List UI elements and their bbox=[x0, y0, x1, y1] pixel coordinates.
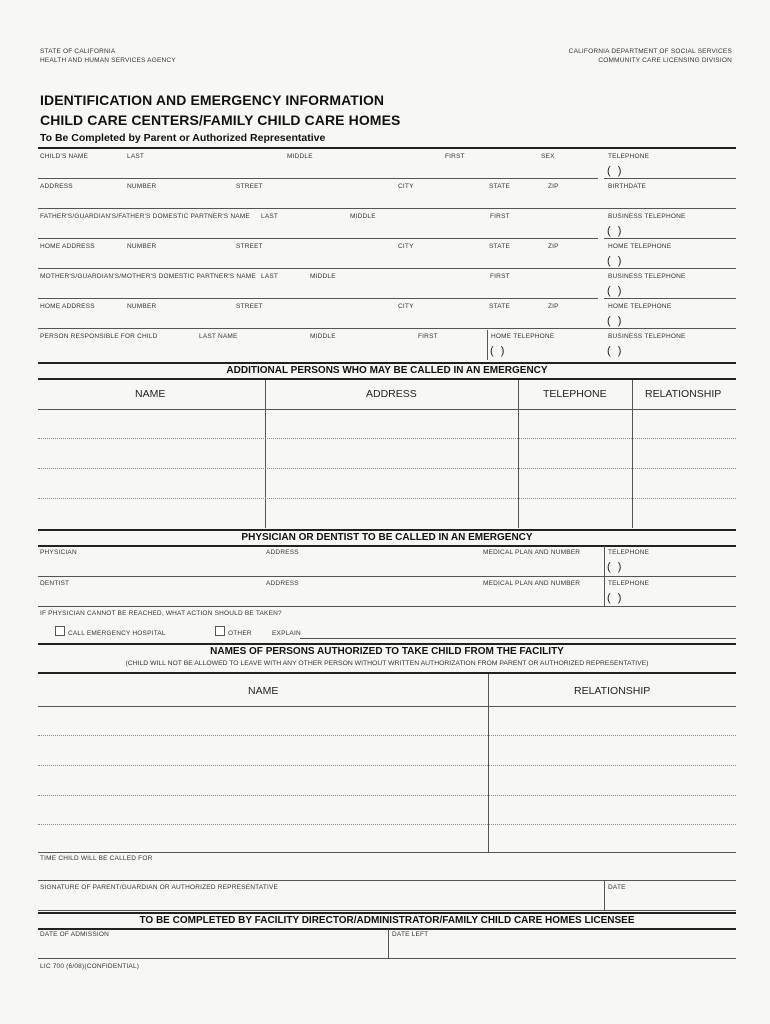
emergency-col-relationship: RELATIONSHIP bbox=[645, 388, 722, 400]
father-home-telephone-label: HOME TELEPHONE bbox=[608, 243, 672, 250]
child-address-label: ADDRESS bbox=[40, 183, 73, 190]
physician-address-label: ADDRESS bbox=[266, 549, 299, 556]
responsible-person-label: PERSON RESPONSIBLE FOR CHILD bbox=[40, 333, 158, 340]
form-subtitle: To Be Completed by Parent or Authorized Representative bbox=[40, 132, 326, 144]
mother-first-label: FIRST bbox=[490, 273, 510, 280]
responsible-business-telephone-field[interactable]: ( ) bbox=[607, 345, 624, 357]
director-heading: TO BE COMPLETED BY FACILITY DIRECTOR/ADMINISTRATOR/FAMILY CHILD CARE HOMES LICENSEE bbox=[139, 915, 635, 926]
section-rule bbox=[38, 147, 736, 149]
responsible-middle-label: MIDDLE bbox=[310, 333, 336, 340]
state-label: STATE OF CALIFORNIA bbox=[40, 48, 116, 55]
child-birthdate-label: BIRTHDATE bbox=[608, 183, 647, 190]
mother-street-label: STREET bbox=[236, 303, 263, 310]
authorized-row[interactable] bbox=[38, 824, 736, 825]
emergency-row[interactable] bbox=[38, 438, 736, 439]
mother-home-address-label: HOME ADDRESS bbox=[40, 303, 95, 310]
responsible-home-telephone-label: HOME TELEPHONE bbox=[491, 333, 555, 340]
father-zip-label: ZIP bbox=[548, 243, 559, 250]
time-called-label: TIME CHILD WILL BE CALLED FOR bbox=[40, 855, 153, 862]
mother-middle-label: MIDDLE bbox=[310, 273, 336, 280]
emergency-col-telephone: TELEPHONE bbox=[543, 388, 607, 400]
mother-zip-label: ZIP bbox=[548, 303, 559, 310]
father-home-telephone-field[interactable]: ( ) bbox=[607, 255, 624, 267]
mother-city-label: CITY bbox=[398, 303, 414, 310]
child-telephone-label: TELEPHONE bbox=[608, 153, 650, 160]
dentist-telephone-label: TELEPHONE bbox=[608, 580, 650, 587]
emergency-row[interactable] bbox=[38, 468, 736, 469]
responsible-first-label: FIRST bbox=[418, 333, 438, 340]
agency-label: HEALTH AND HUMAN SERVICES AGENCY bbox=[40, 57, 176, 64]
other-checkbox[interactable] bbox=[215, 626, 225, 636]
father-middle-label: MIDDLE bbox=[350, 213, 376, 220]
child-last-label: LAST bbox=[127, 153, 145, 160]
physician-telephone-label: TELEPHONE bbox=[608, 549, 650, 556]
child-zip-label: ZIP bbox=[548, 183, 559, 190]
call-hospital-checkbox[interactable] bbox=[55, 626, 65, 636]
form-title-line2: CHILD CARE CENTERS/FAMILY CHILD CARE HOMES bbox=[40, 112, 401, 128]
dentist-medical-plan-label: MEDICAL PLAN AND NUMBER bbox=[483, 580, 581, 587]
mother-last-label: LAST bbox=[261, 273, 279, 280]
date-admission-label: DATE OF ADMISSION bbox=[40, 931, 110, 938]
father-state-label: STATE bbox=[489, 243, 510, 250]
physician-medical-plan-label: MEDICAL PLAN AND NUMBER bbox=[483, 549, 581, 556]
explain-field[interactable] bbox=[300, 638, 736, 639]
mother-number-label: NUMBER bbox=[127, 303, 157, 310]
responsible-last-name-label: LAST NAME bbox=[199, 333, 238, 340]
father-city-label: CITY bbox=[398, 243, 414, 250]
child-state-label: STATE bbox=[489, 183, 510, 190]
dentist-telephone-field[interactable]: ( ) bbox=[607, 592, 624, 604]
explain-label: EXPLAIN bbox=[272, 630, 301, 637]
child-middle-label: MIDDLE bbox=[287, 153, 313, 160]
department-label: CALIFORNIA DEPARTMENT OF SOCIAL SERVICES bbox=[568, 48, 732, 55]
responsible-business-telephone-label: BUSINESS TELEPHONE bbox=[608, 333, 686, 340]
signature-field[interactable] bbox=[38, 910, 736, 911]
physician-telephone-field[interactable]: ( ) bbox=[607, 561, 624, 573]
authorized-row[interactable] bbox=[38, 735, 736, 736]
father-home-address-label: HOME ADDRESS bbox=[40, 243, 95, 250]
authorized-col-relationship: RELATIONSHIP bbox=[574, 685, 651, 697]
child-sex-label: SEX bbox=[541, 153, 555, 160]
time-called-field[interactable] bbox=[38, 880, 736, 881]
form-number: LIC 700 (6/08)(CONFIDENTIAL) bbox=[40, 963, 140, 970]
dentist-address-label: ADDRESS bbox=[266, 580, 299, 587]
child-first-label: FIRST bbox=[445, 153, 465, 160]
authorized-col-name: NAME bbox=[248, 685, 279, 697]
other-label: OTHER bbox=[228, 630, 252, 637]
father-last-label: LAST bbox=[261, 213, 279, 220]
emergency-col-address: ADDRESS bbox=[366, 388, 417, 400]
call-hospital-label: CALL EMERGENCY HOSPITAL bbox=[68, 630, 166, 637]
father-business-telephone-label: BUSINESS TELEPHONE bbox=[608, 213, 686, 220]
authorized-persons-subheading: (CHILD WILL NOT BE ALLOWED TO LEAVE WITH ANY OTHER PERSON WITHOUT WRITTEN AUTHORIZATION FROM PARENT OR AUTHORIZED REPRESENTATIVE) bbox=[125, 660, 649, 667]
child-number-label: NUMBER bbox=[127, 183, 157, 190]
physician-unreachable-question: IF PHYSICIAN CANNOT BE REACHED, WHAT ACTION SHOULD BE TAKEN? bbox=[40, 610, 282, 617]
authorized-persons-heading: NAMES OF PERSONS AUTHORIZED TO TAKE CHILD FROM THE FACILITY bbox=[210, 646, 564, 657]
date-left-label: DATE LEFT bbox=[392, 931, 429, 938]
emergency-row[interactable] bbox=[38, 498, 736, 499]
father-business-telephone-field[interactable]: ( ) bbox=[607, 225, 624, 237]
father-number-label: NUMBER bbox=[127, 243, 157, 250]
signature-label: SIGNATURE OF PARENT/GUARDIAN OR AUTHORIZED REPRESENTATIVE bbox=[40, 884, 279, 891]
mother-state-label: STATE bbox=[489, 303, 510, 310]
dentist-label: DENTIST bbox=[40, 580, 70, 587]
authorized-row[interactable] bbox=[38, 765, 736, 766]
emergency-col-name: NAME bbox=[135, 388, 166, 400]
emergency-contacts-heading: ADDITIONAL PERSONS WHO MAY BE CALLED IN AN EMERGENCY bbox=[226, 365, 548, 376]
mother-business-telephone-label: BUSINESS TELEPHONE bbox=[608, 273, 686, 280]
responsible-home-telephone-field[interactable]: ( ) bbox=[490, 345, 507, 357]
mother-home-telephone-field[interactable]: ( ) bbox=[607, 315, 624, 327]
authorized-row[interactable] bbox=[38, 795, 736, 796]
father-street-label: STREET bbox=[236, 243, 263, 250]
father-first-label: FIRST bbox=[490, 213, 510, 220]
division-label: COMMUNITY CARE LICENSING DIVISION bbox=[598, 57, 732, 64]
mother-business-telephone-field[interactable]: ( ) bbox=[607, 285, 624, 297]
childs-name-label: CHILD'S NAME bbox=[40, 153, 89, 160]
child-telephone-field[interactable]: ( ) bbox=[607, 165, 624, 177]
child-city-label: CITY bbox=[398, 183, 414, 190]
mother-home-telephone-label: HOME TELEPHONE bbox=[608, 303, 672, 310]
child-street-label: STREET bbox=[236, 183, 263, 190]
signature-date-label: DATE bbox=[608, 884, 626, 891]
form-title-line1: IDENTIFICATION AND EMERGENCY INFORMATION bbox=[40, 92, 385, 108]
physician-label: PHYSICIAN bbox=[40, 549, 77, 556]
father-name-label: FATHER'S/GUARDIAN'S/FATHER'S DOMESTIC PARTNER'S NAME bbox=[40, 213, 250, 220]
physician-heading: PHYSICIAN OR DENTIST TO BE CALLED IN AN EMERGENCY bbox=[241, 532, 533, 543]
mother-name-label: MOTHER'S/GUARDIAN'S/MOTHER'S DOMESTIC PARTNER'S NAME bbox=[40, 273, 256, 280]
